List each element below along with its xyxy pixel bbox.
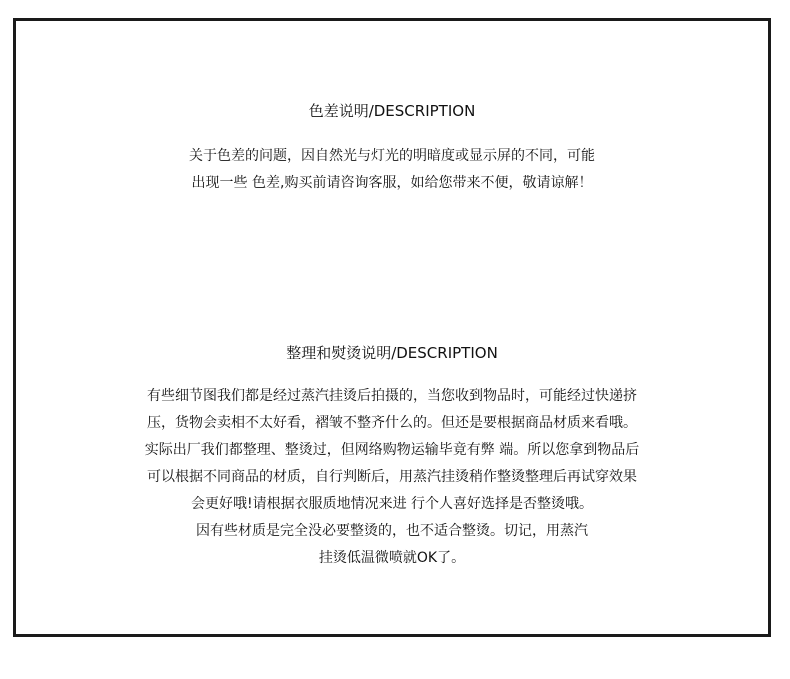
care-ironing-line: 实际出厂我们都整理、整烫过，但网络购物运输毕竟有弊 端。所以您拿到物品后	[144, 442, 640, 458]
color-difference-title: 色差说明/DESCRIPTION	[308, 102, 476, 120]
care-ironing-line: 会更好哦!请根据衣服质地情况来进 行个人喜好选择是否整烫哦。	[190, 496, 594, 512]
care-ironing-line: 挂烫低温微喷就OK了。	[318, 550, 466, 566]
color-difference-line: 关于色差的问题，因自然光与灯光的明暗度或显示屏的不同，可能	[189, 148, 595, 164]
care-ironing-section	[16, 343, 768, 572]
care-ironing-line: 因有些材质是完全没必要整烫的，也不适合整烫。切记，用蒸汽	[196, 523, 588, 539]
description-frame	[13, 18, 771, 637]
color-difference-line: 出现一些 色差,购买前请咨询客服，如给您带来不便，敬请谅解！	[191, 175, 593, 191]
color-difference-text	[16, 143, 768, 197]
color-difference-section	[16, 101, 768, 197]
care-ironing-line: 压，货物会卖相不太好看，褶皱不整齐什么的。但还是要根据商品材质来看哦。	[147, 415, 637, 431]
care-ironing-line: 可以根据不同商品的材质，自行判断后，用蒸汽挂烫稍作整烫整理后再试穿效果	[147, 469, 637, 485]
care-ironing-line: 有些细节图我们都是经过蒸汽挂烫后拍摄的，当您收到物品时，可能经过快递挤	[147, 388, 637, 404]
care-ironing-text	[16, 383, 768, 572]
care-ironing-title: 整理和熨烫说明/DESCRIPTION	[286, 344, 498, 362]
